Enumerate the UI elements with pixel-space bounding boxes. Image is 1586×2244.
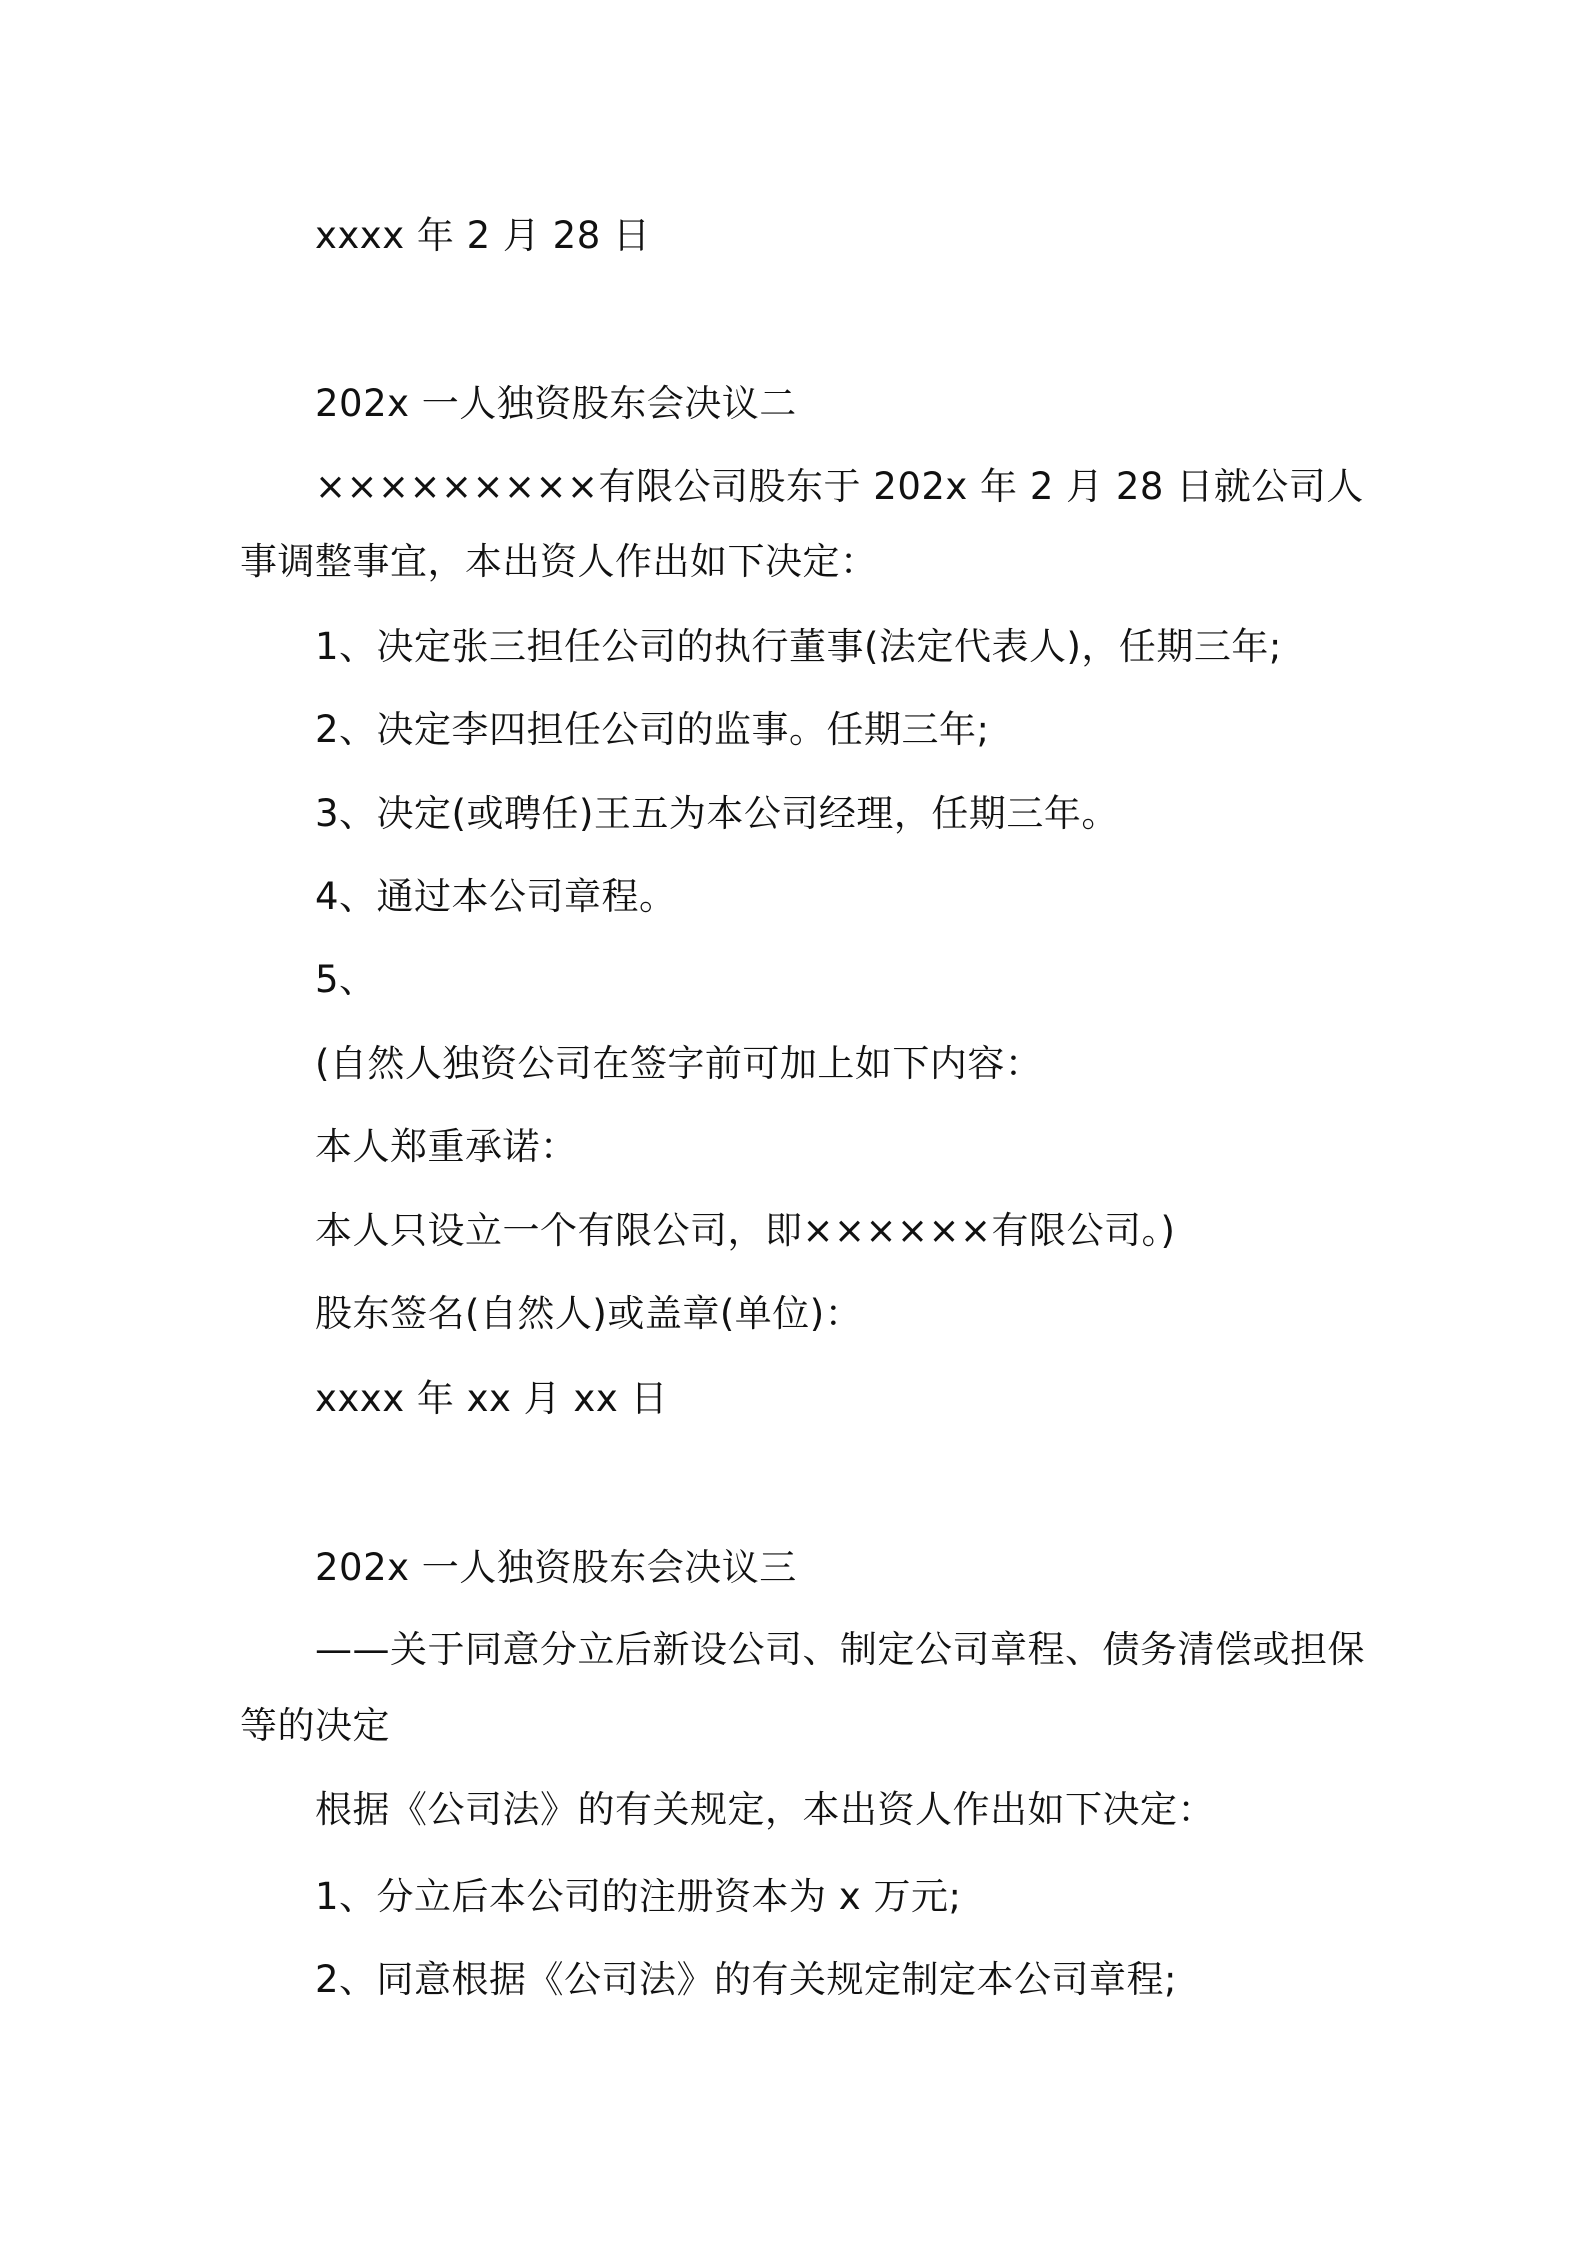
note-line-3: 本人只设立一个有限公司，即××××××有限公司。) bbox=[315, 1209, 1176, 1252]
signature-label: 股东签名(自然人)或盖章(单位)： bbox=[315, 1292, 863, 1335]
section-2-item-4: 4、通过本公司章程。 bbox=[315, 875, 677, 918]
section-2-intro-line-1: ×××××××××有限公司股东于 202x 年 2 月 28 日就公司人 bbox=[315, 465, 1364, 508]
section-2-title: 202x 一人独资股东会决议二 bbox=[315, 382, 797, 425]
section-2-item-3: 3、决定(或聘任)王五为本公司经理，任期三年。 bbox=[315, 792, 1119, 835]
section-2-intro-line-2: 事调整事宜，本出资人作出如下决定： bbox=[240, 540, 878, 583]
note-line-2: 本人郑重承诺： bbox=[315, 1125, 578, 1168]
date-line: xxxx 年 2 月 28 日 bbox=[315, 214, 651, 257]
section-3-subtitle-line-1: ——关于同意分立后新设公司、制定公司章程、债务清偿或担保 bbox=[315, 1628, 1365, 1671]
section-2-item-2: 2、决定李四担任公司的监事。任期三年; bbox=[315, 708, 990, 751]
section-3-subtitle-line-2: 等的决定 bbox=[240, 1704, 390, 1747]
section-3-title: 202x 一人独资股东会决议三 bbox=[315, 1546, 797, 1589]
signature-date: xxxx 年 xx 月 xx 日 bbox=[315, 1377, 668, 1420]
section-2-item-1: 1、决定张三担任公司的执行董事(法定代表人)，任期三年; bbox=[315, 625, 1282, 668]
section-2-item-5: 5、 bbox=[315, 958, 377, 1001]
section-3-item-1: 1、分立后本公司的注册资本为 x 万元; bbox=[315, 1875, 962, 1918]
section-3-item-2: 2、同意根据《公司法》的有关规定制定本公司章程; bbox=[315, 1958, 1178, 2001]
section-3-intro: 根据《公司法》的有关规定，本出资人作出如下决定： bbox=[315, 1788, 1215, 1831]
note-line-1: (自然人独资公司在签字前可加上如下内容： bbox=[315, 1042, 1043, 1085]
